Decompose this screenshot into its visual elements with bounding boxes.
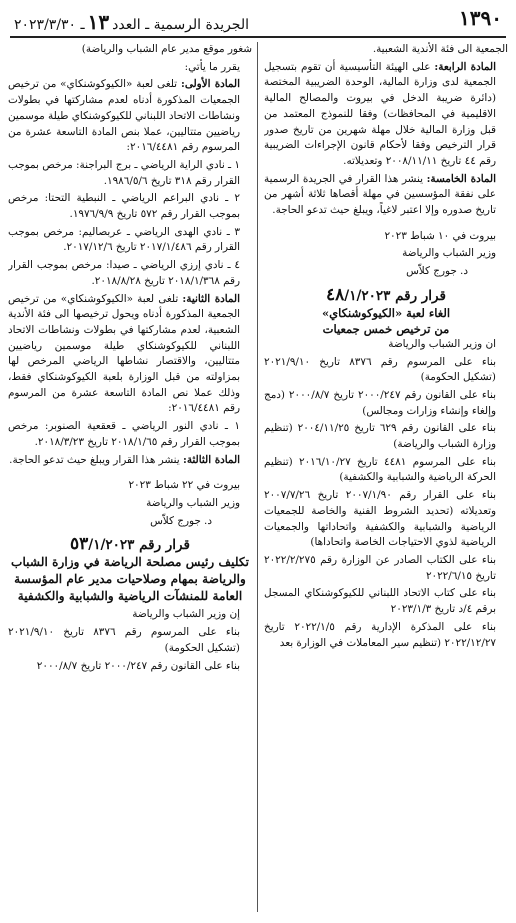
article-text: ينشر هذا القرار ويبلغ حيث تدعو الحاجة. (9, 453, 180, 466)
page-number: ١٣٩٠ (459, 6, 502, 30)
article-label: المادة الخامسة: (426, 172, 496, 185)
place-date: بيروت في ٢٢ شباط ٢٠٢٣ (128, 479, 240, 492)
article-text: ينشر هذا القرار في الجريدة الرسمية على نفقة المؤسسين في مهلة أقصاها ثلاثة أشهر من تاريخ صدوره وإلا اعتبر لاغياً، ويبلغ حيث تدعو الحاجة. (264, 172, 496, 217)
basis-item: بناء على الكتاب الصادر عن الوزارة رقم ٢٠٢٢/٢/٢٧٥ تاريخ ٢٠٢٢/٦/١٥ (264, 553, 496, 582)
minister-title: وزير الشباب والرياضة (146, 496, 240, 509)
gazette-name: الجريدة الرسمية ـ العدد (112, 17, 250, 33)
signer-name: د. جورج كلاّس (406, 265, 468, 278)
issue-number: ١٣ (87, 10, 110, 34)
decision-intro: إن وزير الشباب والرياضة (132, 608, 240, 621)
article-label: المادة الثانية: (182, 292, 240, 305)
decision-title: قرار رقم (139, 537, 190, 554)
decision-subject: تكليف رئيس مصلحة الرياضة في وزارة الشباب والرياضة بمهام وصلاحيات مدير عام المؤسسة العامة للمنشآت الرياضية والشبابية والكشفية (11, 555, 249, 604)
left-column (8, 42, 252, 918)
basis-item: بناء على المرسوم رقم ٨٣٧٦ تاريخ ٢٠٢١/٩/١٠ (تشكيل الحكومة) (264, 355, 496, 384)
page-header (10, 6, 506, 38)
minister-title: وزير الشباب والرياضة (402, 247, 496, 260)
paragraph: الجمعية الى فئة الأندية الشعبية. (372, 43, 508, 55)
decision-title: قرار رقم (395, 287, 446, 304)
gazette-title (14, 10, 249, 34)
list-item: ٢ ـ نادي البراعم الرياضي ـ النبطية التحتا: مرخص بموجب القرار رقم ٥٧٢ تاريخ ١٩٧٦/٩/٩. (8, 192, 240, 221)
article-text: على الهيئة التأسيسية أن تقوم بتسجيل الجمعية لدى وزارة المالية، الوحدة الضريبية المختصة (دائرة ضريبة الدخل في بيروت والمصالح المالية الاقليمية في المحافظات) وفقا للنموذج المعتمد من قبل وزارة المالية خلال مهلة شهرين من تاريخ صدور قرار الترخيص وفقا لأحكام قانون الإجراءات الضريبية رقم ٤٤ تاريخ ٢٠٠٨/١١/١١ وتعديلاته. (264, 60, 496, 167)
basis-item: بناء على القانون رقم ٢٠٠٠/٢٤٧ تاريخ ٢٠٠٠/٨/٧ (36, 659, 240, 672)
decides-line: يقرر ما يأتي: (184, 60, 240, 73)
article-label: المادة الأولى: (180, 78, 240, 91)
article-label: المادة الرابعة: (434, 60, 496, 73)
basis-item: بناء على المرسوم رقم ٨٣٧٦ تاريخ ٢٠٢١/٩/١٠ (تشكيل الحكومة) (8, 626, 240, 654)
column-divider (257, 42, 258, 912)
decision-subject: الغاء لعبة «الكيوكوشنكاي» (321, 305, 451, 320)
decision-year: /١/٢٠٢٣ (88, 537, 135, 554)
list-item: ٣ ـ نادي الهدى الرياضي ـ عربصاليم: مرخص بموجب القرار رقم ٢٠١٧/١/٤٨٦ تاريخ ٢٠١٧/١٢/٦. (8, 225, 240, 254)
basis-item: بناء على كتاب الاتحاد اللبناني للكيوكوشنكاي المسجل برقم ٤/د تاريخ ٢٠٢٣/١/٣ (264, 587, 496, 616)
article-3 (8, 453, 252, 469)
basis-item: بناء على القانون رقم ٢٠٠٠/٢٤٧ تاريخ ٢٠٠٠/٨/٧ (دمج وإلغاء وإنشاء وزارات ومجالس) (264, 388, 496, 417)
issue-date: ـ ٢٠٢٣/٣/٣٠ (14, 17, 85, 33)
decision-heading (8, 535, 252, 554)
basis-item: بناء على القرار رقم ٢٠٠٧/١/٩٠ تاريخ ٢٠٠٧/٧/٢٦ وتعديلاته (تحديد الشروط الفنية والخاصة للجمعيات الرياضية والشبابية والكشفية واتحاداتها والجمعيات الرياضية لذوي الاحتياجات الخاصة واتحاداها) (264, 489, 496, 549)
place-date: بيروت في ١٠ شباط ٢٠٢٣ (384, 229, 496, 242)
basis-item: بناء على المذكرة الإدارية رقم ٢٠٢٢/١/٥ تاريخ ٢٠٢٢/١٢/٢٧ (تنظيم سير المعاملات في الوزارة بعد (264, 620, 496, 649)
decision-number: ٥٣ (70, 534, 89, 555)
decision-heading (264, 286, 508, 305)
article-4 (264, 60, 508, 170)
decision-number: ٤٨ (326, 284, 345, 305)
basis-item: بناء على المرسوم ٤٤٨١ تاريخ ٢٠١٦/١٠/٢٧ (تنظيم الحركة الرياضية والشبابية والكشفية) (264, 455, 497, 484)
paragraph: شغور موقع مدير عام الشباب والرياضة) (81, 43, 252, 55)
decision-year: /١/٢٠٢٣ (344, 287, 391, 304)
article-5 (264, 172, 508, 219)
article-text: تلغى لعبة «الكيوكوشنكاي» من ترخيص الجمعية المذكورة أدناه ويحول ترخيصها الى فئة الأندية الشعبية، لعدم مشاركتها في بطولات ونشاطات الاتحاد اللبناني للكيوكوشنكاي طيلة موسمين رياضيين متتاليين، والاقتصار نشاطها الرياضي المرخص لها بمزاولته من قبل الوزارة بلعبة الكيوكوشنكاي فقط، وذلك عملا نص المادة التاسعة عشرة من المرسوم رقم ٢٠١٦/٤٤٨١: (8, 292, 240, 415)
decision-subject: من ترخيص خمس جمعيات (322, 321, 450, 336)
list-item: ١ ـ نادي النور الرياضي ـ قعقعية الصنوبر: مرخص بموجب القرار رقم ٢٠١٨/١/٦٥ تاريخ ٢٠١٨/٣/٢٣. (8, 420, 240, 448)
article-2 (8, 292, 252, 418)
basis-item: بناء على القانون رقم ٦٢٩ تاريخ ٢٠٠٤/١١/٢٥ (تنظيم وزارة الشباب والرياضة) (264, 422, 496, 451)
signer-name: د. جورج كلاّس (150, 514, 212, 527)
article-1 (8, 77, 252, 156)
article-label: المادة الثالثة: (183, 453, 240, 466)
right-column (264, 42, 508, 918)
decision-intro: ان وزير الشباب والرياضة (388, 337, 496, 350)
list-item: ٤ ـ نادي إرزي الرياضي ـ صيدا: مرخص بموجب القرار رقم ٢٠١٨/١/٣٦٨ تاريخ ٢٠١٨/٨/٢٨. (8, 259, 240, 287)
list-item: ١ ـ نادي الراية الرياضي ـ برج البراجنة: مرخص بموجب القرار رقم ٣١٨ تاريخ ١٩٨٦/٥/٦. (8, 158, 240, 187)
article-text: تلغى لعبة «الكيوكوشنكاي» من ترخيص الجمعيات المذكورة أدناه لعدم مشاركتها في بطولات ونشاطات الاتحاد اللبناني للكيوكوشنكاي طيلة موسمين رياضيين متتاليين، عملا بنص المادة التاسعة عشرة من المرسوم رقم ٢٠١٦/٤٤٨١: (8, 78, 240, 154)
